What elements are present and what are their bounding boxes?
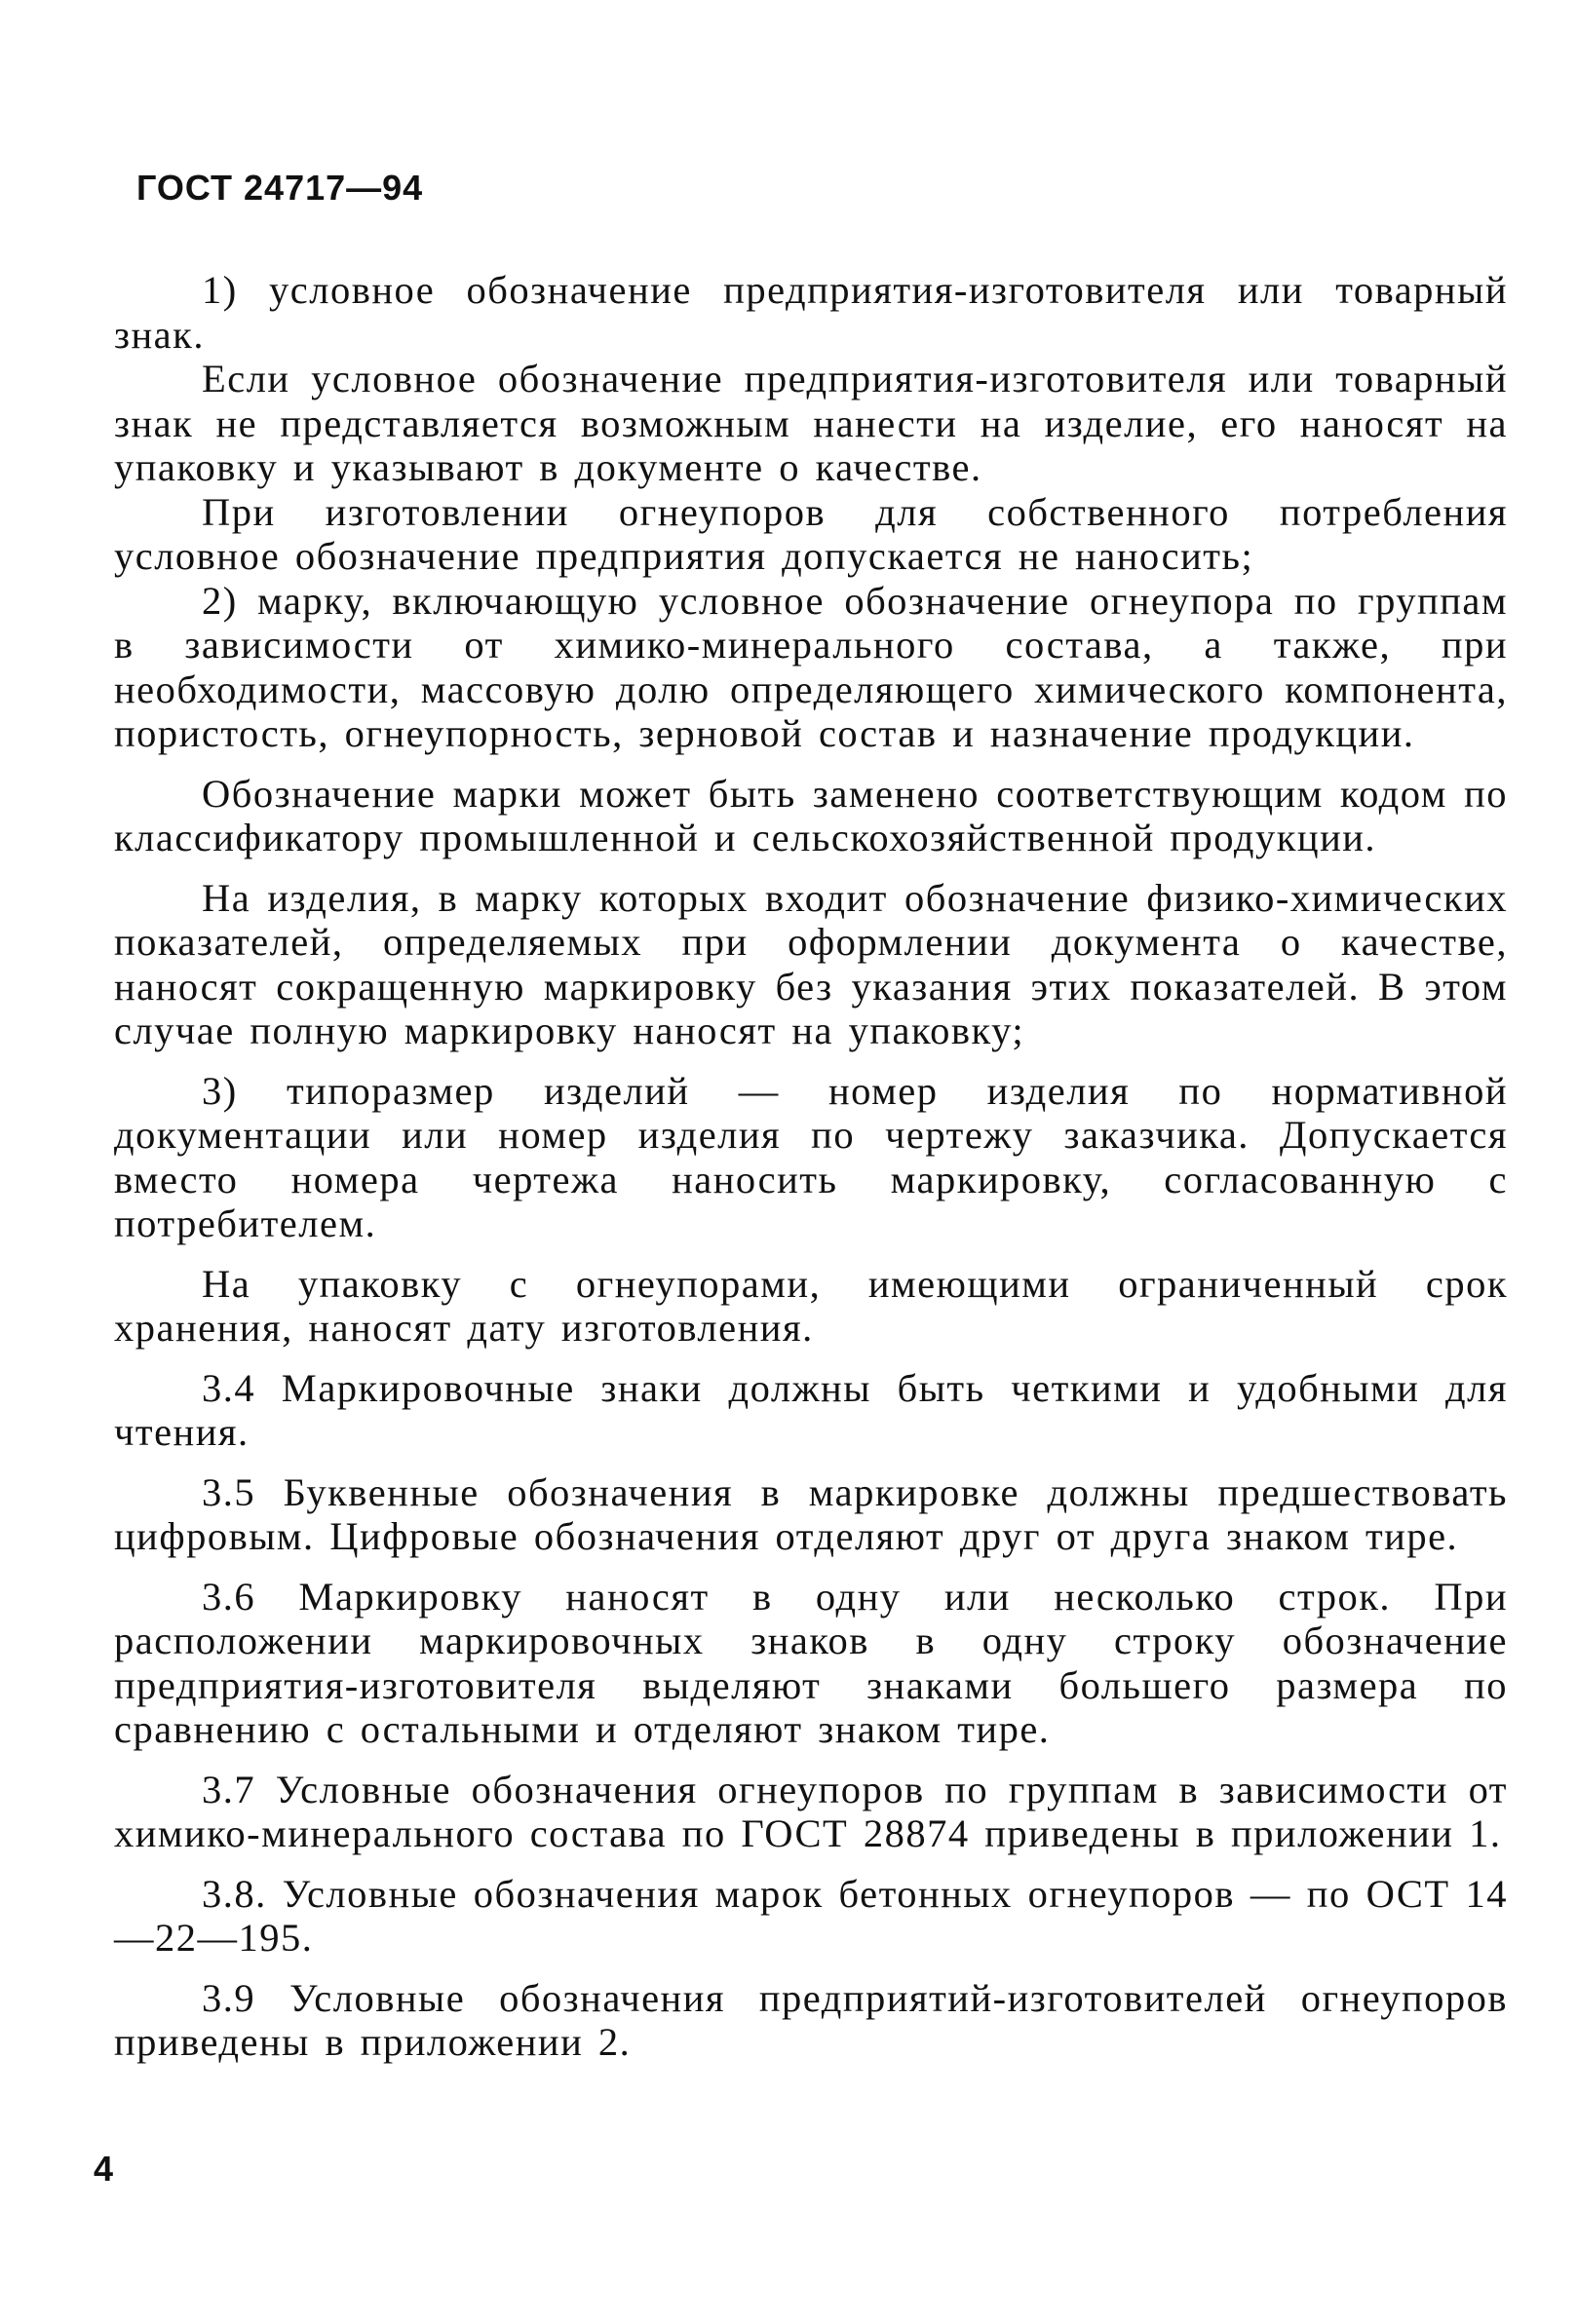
document-body (114, 268, 1508, 2065)
paragraph-grade-code: Обозначение марки может быть заменено соответствующим кодом по классификатору промышленной и сельскохозяйственной продукции. (114, 771, 1508, 859)
paragraph-shelf-life: На упаковку с огнеупорами, имеющими ограниченный срок хранения, наносят дату изготовления. (114, 1261, 1508, 1350)
paragraph-manufacturer-mark: Если условное обозначение предприятия-изготовителя или товарный знак не представляется возможным нанести на изделие, его наносят на упаковку и указывают в документе о качестве. (114, 357, 1508, 489)
section-3-8: 3.8. Условные обозначения марок бетонных огнеупоров — по ОСТ 14—22—195. (114, 1871, 1508, 1960)
paragraph-own-consumption: При изготовлении огнеупоров для собственного потребления условное обозначение предприятия допускается не наносить; (114, 489, 1508, 578)
paragraph-marking-item-3: 3) типоразмер изделий — номер изделия по нормативной документации или номер изделия по чертежу заказчика. Допускается вместо номера чертежа наносить маркировку, согласованную с потребителем. (114, 1068, 1508, 1245)
section-3-4: 3.4 Маркировочные знаки должны быть четкими и удобными для чтения. (114, 1365, 1508, 1454)
standard-header: ГОСТ 24717—94 (136, 168, 424, 208)
paragraph-marking-item-2: 2) марку, включающую условное обозначение огнеупора по группам в зависимости от химико-минерального состава, а также, при необходимости, массовую долю определяющего химического компонента, пористость, огнеупорность, зерновой состав и назначение продукции. (114, 578, 1508, 755)
section-3-5: 3.5 Буквенные обозначения в маркировке должны предшествовать цифровым. Цифровые обозначения отделяют друг от друга знаком тире. (114, 1469, 1508, 1558)
section-3-7: 3.7 Условные обозначения огнеупоров по группам в зависимости от химико-минерального состава по ГОСТ 28874 приведены в приложении 1. (114, 1767, 1508, 1855)
page-number: 4 (94, 2149, 114, 2189)
paragraph-reduced-marking: На изделия, в марку которых входит обозначение физико-химических показателей, определяемых при оформлении документа о качестве, наносят сокращенную маркировку без указания этих показателей. В этом случае полную маркировку наносят на упаковку; (114, 875, 1508, 1052)
paragraph-marking-item-1: 1) условное обозначение предприятия-изготовителя или товарный знак. (114, 268, 1508, 357)
section-3-6: 3.6 Маркировку наносят в одну или несколько строк. При расположении маркировочных знаков в одну строку обозначение предприятия-изготовителя выделяют знаками большего размера по сравнению с остальными и отделяют знаком тире. (114, 1574, 1508, 1751)
section-3-9: 3.9 Условные обозначения предприятий-изготовителей огнеупоров приведены в приложении 2. (114, 1975, 1508, 2064)
